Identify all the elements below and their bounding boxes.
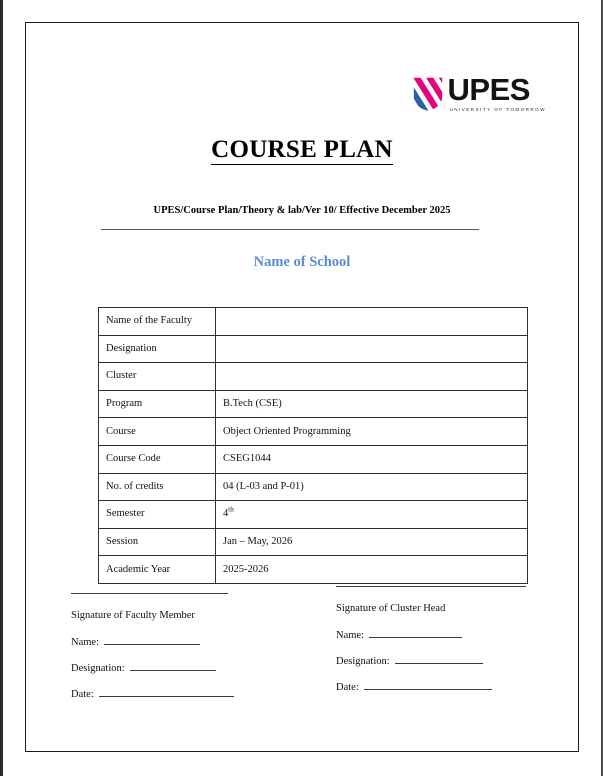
page-title-text: COURSE PLAN [211,136,393,163]
faculty-name-input-line[interactable] [104,634,200,645]
cluster-head-date-label: Date: [336,682,359,693]
faculty-date-field [71,686,281,700]
cluster-head-name-label: Name: [336,630,364,641]
course-info-table-body [99,308,528,584]
school-name-heading: Name of School [253,254,351,270]
faculty-signature-block [71,593,281,712]
faculty-name-field [71,634,281,648]
row-value-academic-year[interactable]: 2025-2026 [216,556,528,584]
semester-ordinal-suffix: th [228,505,234,514]
row-value-session[interactable]: Jan – May, 2026 [216,528,528,556]
faculty-designation-input-line[interactable] [130,660,216,671]
table-row [99,473,528,501]
table-row [99,390,528,418]
document-page [25,22,579,752]
faculty-signature-line[interactable] [71,593,228,594]
row-label-designation: Designation [99,335,216,363]
cluster-head-date-input-line[interactable] [364,679,492,690]
semester-number: 4 [223,508,229,520]
row-label-cluster: Cluster [99,363,216,391]
row-value-course[interactable]: Object Oriented Programming [216,418,528,446]
row-value-credits[interactable]: 04 (L-03 and P-01) [216,473,528,501]
table-row [99,335,528,363]
cluster-head-designation-label: Designation: [336,656,390,667]
row-value-semester[interactable] [216,501,528,529]
faculty-designation-label: Designation: [71,663,125,674]
table-row [99,501,528,529]
row-label-course: Course [99,418,216,446]
cluster-head-signature-block [336,586,546,705]
document-version-line: UPES/Course Plan/Theory & lab/Ver 10/ Effective December 2025 [153,205,451,216]
row-label-semester: Semester [99,501,216,529]
cluster-head-date-field [336,679,546,693]
cluster-head-name-input-line[interactable] [369,627,462,638]
page-left-edge-strip [0,0,3,776]
row-value-course-code[interactable]: CSEG1044 [216,445,528,473]
row-label-course-code: Course Code [99,445,216,473]
faculty-designation-field [71,660,281,674]
page-title [26,136,578,164]
row-value-cluster[interactable] [216,363,528,391]
table-row [99,528,528,556]
row-label-program: Program [99,390,216,418]
header-divider [101,229,479,230]
cluster-head-signature-caption: Signature of Cluster Head [336,603,446,614]
faculty-date-label: Date: [71,689,94,700]
upes-wordmark: UPES [447,72,530,107]
cluster-head-designation-field [336,653,546,667]
row-value-designation[interactable] [216,335,528,363]
table-row [99,363,528,391]
table-row [99,556,528,584]
faculty-signature-caption: Signature of Faculty Member [71,610,195,621]
table-row [99,308,528,336]
faculty-date-input-line[interactable] [99,686,234,697]
faculty-name-label: Name: [71,637,99,648]
table-row [99,418,528,446]
row-value-program[interactable]: B.Tech (CSE) [216,390,528,418]
upes-shield-icon [410,75,446,113]
cluster-head-designation-input-line[interactable] [395,653,483,664]
upes-tagline: UNIVERSITY OF TOMORROW [449,107,546,112]
cluster-head-name-field [336,627,546,641]
row-label-faculty-name: Name of the Faculty [99,308,216,336]
row-label-session: Session [99,528,216,556]
course-info-table [98,307,528,584]
cluster-head-signature-line[interactable] [336,586,526,587]
upes-logo [410,72,546,113]
table-row [99,445,528,473]
row-label-credits: No. of credits [99,473,216,501]
row-label-academic-year: Academic Year [99,556,216,584]
row-value-faculty-name[interactable] [216,308,528,336]
